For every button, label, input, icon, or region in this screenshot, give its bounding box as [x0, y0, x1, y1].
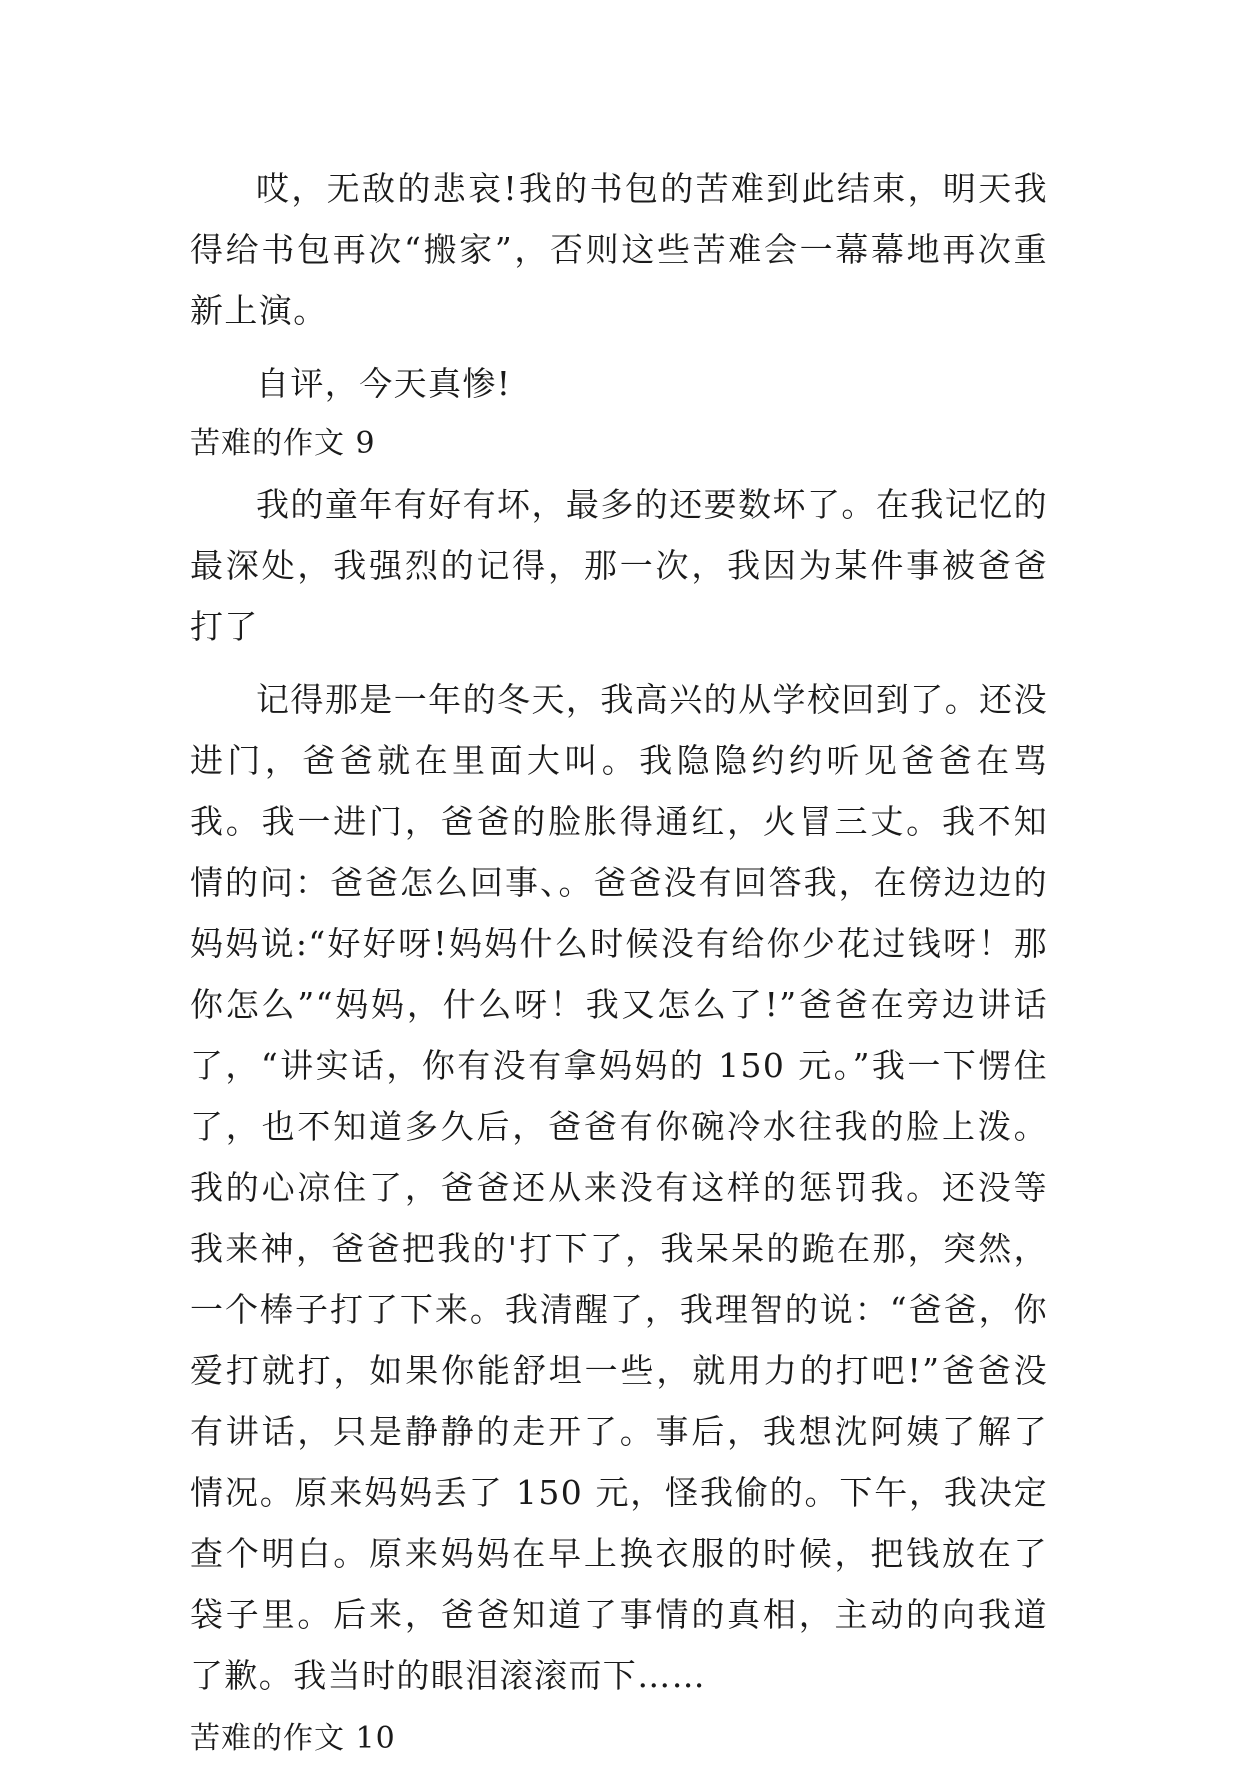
paragraph-childhood: 我的童年有好有坏，最多的还要数坏了。在我记忆的最深处，我强烈的记得，那一次，我因为某件事被爸爸打了 — [190, 485, 1048, 646]
paragraph-bag-ending: 哎，无敌的悲哀!我的书包的苦难到此结束，明天我得给书包再次“搬家”，否则这些苦难会一幕幕地再次重新上演。 — [190, 169, 1048, 330]
paragraph-self-review: 自评，今天真惨! — [256, 364, 512, 403]
document-body — [190, 158, 1048, 1769]
essay-heading-10: 苦难的作文 10 — [190, 1721, 396, 1756]
essay-heading-9: 苦难的作文 9 — [190, 426, 376, 461]
paragraph-winter-story: 记得那是一年的冬天，我高兴的从学校回到了。还没进门，爸爸就在里面大叫。我隐隐约约听见爸爸在骂我。我一进门，爸爸的脸胀得通红，火冒三丈。我不知情的问：爸爸怎么回事、。爸爸没有回答我，在傍边边的妈妈说:“好好呀!妈妈什么时候没有给你少花过钱呀！那你怎么”“妈妈，什么呀！我又怎么了!”爸爸在旁边讲话了，“讲实话，你有没有拿妈妈的 150 元。”我一下愣住了，也不知道多久后，爸爸有你碗冷水往我的脸上泼。我的心凉住了，爸爸还从来没有这样的惩罚我。还没等我来神，爸爸把我的'打下了，我呆呆的跪在那，突然，一个棒子打了下来。我清醒了，我理智的说：“爸爸，你爱打就打，如果你能舒坦一些，就用力的打吧!”爸爸没有讲话，只是静静的走开了。事后，我想沈阿姨了解了情况。原来妈妈丢了 150 元，怪我偷的。下午，我决定查个明白。原来妈妈在早上换衣服的时候，把钱放在了袋子里。后来，爸爸知道了事情的真相，主动的向我道了歉。我当时的眼泪滚滚而下…… — [190, 680, 1048, 1695]
